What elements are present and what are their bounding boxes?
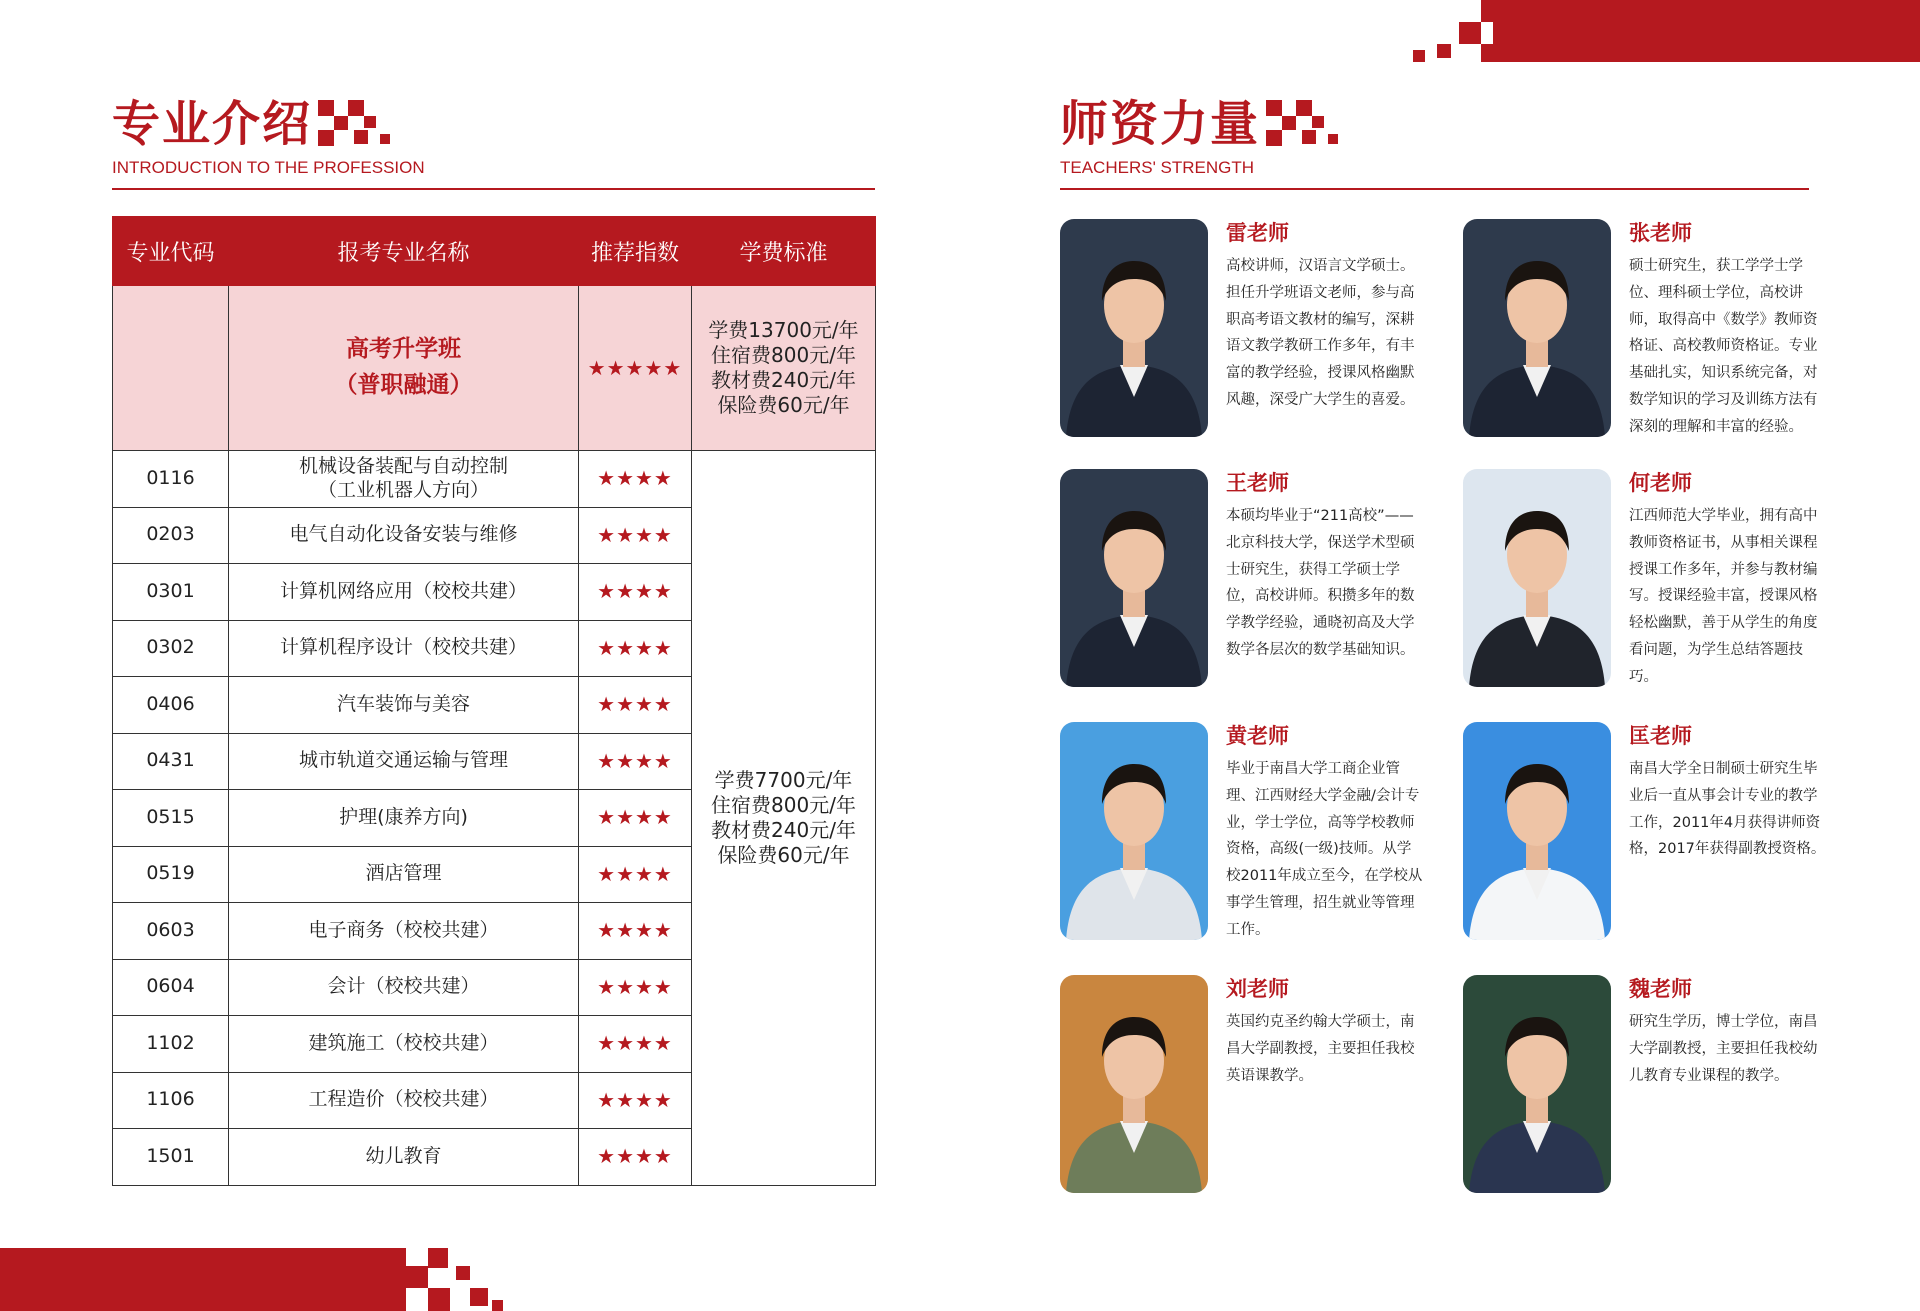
header-rating: 推荐指数 — [579, 217, 692, 286]
featured-name — [229, 286, 579, 451]
teacher-photo — [1463, 722, 1611, 940]
featured-code — [113, 286, 229, 451]
section-rule-right — [1060, 188, 1809, 190]
teacher-card — [1060, 469, 1440, 689]
major-stars: ★★★★ — [579, 507, 692, 564]
section-subtitle-profession: INTRODUCTION TO THE PROFESSION — [112, 158, 425, 177]
teacher-photo — [1060, 975, 1208, 1193]
portrait-silhouette-icon — [1060, 975, 1208, 1193]
major-name-line: 工程造价（校校共建） — [308, 1088, 499, 1111]
major-code: 1501 — [113, 1129, 229, 1186]
section-subtitle-teachers: TEACHERS' STRENGTH — [1060, 158, 1255, 177]
major-code: 0203 — [113, 507, 229, 564]
portrait-silhouette-icon — [1463, 722, 1611, 940]
major-code: 0301 — [113, 564, 229, 621]
major-stars: ★★★★ — [579, 620, 692, 677]
major-name — [229, 903, 579, 960]
teacher-name: 雷老师 — [1226, 221, 1289, 245]
major-name-line: 酒店管理 — [365, 862, 442, 885]
major-name-line2: （工业机器人方向） — [317, 478, 489, 501]
shared-fee-line: 教材费240元/年 — [711, 817, 856, 842]
major-name — [229, 677, 579, 734]
shared-fee-line: 住宿费800元/年 — [711, 792, 856, 817]
teacher-photo — [1060, 722, 1208, 940]
major-code: 0431 — [113, 733, 229, 790]
portrait-silhouette-icon — [1463, 469, 1611, 687]
teacher-description: 毕业于南昌大学工商企业管理、江西财经大学金融/会计专业，学士学位，高等学校教师资格，高级(一级)技师。从学校2011年成立至今，在学校从事学生管理，招生就业等管理工作。 — [1226, 761, 1423, 938]
major-code: 0515 — [113, 790, 229, 847]
header-code: 专业代码 — [113, 217, 229, 286]
major-name-line: 计算机网络应用（校校共建） — [279, 579, 527, 602]
top-right-pixel-deco — [1413, 0, 1503, 62]
teacher-name: 张老师 — [1629, 221, 1692, 245]
title-pixel-deco — [1266, 100, 1346, 146]
teacher-photo — [1060, 469, 1208, 687]
major-name — [229, 451, 579, 508]
teacher-card — [1463, 219, 1843, 439]
shared-fee — [692, 451, 876, 1186]
major-name — [229, 620, 579, 677]
major-name — [229, 1072, 579, 1129]
major-stars: ★★★★ — [579, 790, 692, 847]
teacher-name: 王老师 — [1226, 471, 1289, 495]
major-stars: ★★★★ — [579, 451, 692, 508]
major-stars: ★★★★ — [579, 677, 692, 734]
major-name — [229, 733, 579, 790]
teacher-name: 匡老师 — [1629, 724, 1692, 748]
featured-fee-line: 保险费60元/年 — [717, 393, 850, 417]
featured-name-line2: （普职融通） — [334, 372, 473, 398]
teacher-description: 英国约克圣约翰大学硕士，南昌大学副教授，主要担任我校英语课教学。 — [1226, 1014, 1415, 1084]
teacher-name: 何老师 — [1629, 471, 1692, 495]
teacher-photo — [1463, 219, 1611, 437]
major-name-line: 计算机程序设计（校校共建） — [279, 636, 527, 659]
featured-fee-line: 住宿费800元/年 — [711, 343, 856, 367]
major-name-line: 电子商务（校校共建） — [308, 918, 499, 941]
featured-fee — [692, 286, 876, 451]
teacher-name: 刘老师 — [1226, 977, 1289, 1001]
majors-table — [112, 216, 876, 1186]
teacher-description: 硕士研究生，获工学学士学位、理科硕士学位，高校讲师，取得高中《数学》教师资格证、高校教师资格证。专业基础扎实，知识系统完备，对数学知识的学习及训练方法有深刻的理解和丰富的经验。 — [1629, 258, 1818, 435]
portrait-silhouette-icon — [1060, 219, 1208, 437]
teacher-description: 江西师范大学毕业，拥有高中教师资格证书，从事相关课程授课工作多年，并参与教材编写。授课经验丰富，授课风格轻松幽默，善于从学生的角度看问题，为学生总结答题技巧。 — [1629, 508, 1818, 685]
section-title-profession: 专业介绍 — [112, 96, 313, 152]
teacher-card — [1463, 975, 1843, 1195]
major-name — [229, 790, 579, 847]
section-title-teachers: 师资力量 — [1060, 96, 1261, 152]
header-name: 报考专业名称 — [229, 217, 579, 286]
major-code: 0116 — [113, 451, 229, 508]
major-name-line: 机械设备装配与自动控制 — [298, 455, 508, 477]
teacher-description: 南昌大学全日制硕士研究生毕业后一直从事会计专业的教学工作，2011年4月获得讲师资格，2017年获得副教授资格。 — [1629, 761, 1826, 858]
teacher-card — [1463, 469, 1843, 689]
major-code: 0604 — [113, 959, 229, 1016]
major-code: 0519 — [113, 846, 229, 903]
teacher-description: 高校讲师，汉语言文学硕士。担任升学班语文老师，参与高职高考语文教材的编写，深耕语文教学教研工作多年，有丰富的教学经验，授课风格幽默风趣，深受广大学生的喜爱。 — [1226, 258, 1415, 408]
teacher-photo — [1463, 469, 1611, 687]
top-right-banner — [1493, 0, 1920, 62]
major-name — [229, 507, 579, 564]
table-row — [113, 451, 876, 508]
major-stars: ★★★★ — [579, 1072, 692, 1129]
header-fee: 学费标准 — [692, 217, 876, 286]
major-name — [229, 1016, 579, 1073]
featured-stars: ★★★★★ — [579, 286, 692, 451]
major-code: 1106 — [113, 1072, 229, 1129]
featured-fee-line: 教材费240元/年 — [711, 368, 856, 392]
major-name-line: 汽车装饰与美容 — [336, 692, 470, 715]
major-code: 1102 — [113, 1016, 229, 1073]
bottom-left-pixel-deco — [406, 1248, 506, 1311]
portrait-silhouette-icon — [1463, 975, 1611, 1193]
teacher-card — [1060, 975, 1440, 1195]
teacher-card — [1463, 722, 1843, 942]
major-name-line: 城市轨道交通运输与管理 — [298, 749, 508, 772]
featured-name-line1: 高考升学班 — [346, 336, 461, 363]
shared-fee-line: 学费7700元/年 — [714, 767, 853, 792]
table-header-row — [113, 217, 876, 286]
title-pixel-deco — [318, 100, 398, 146]
portrait-silhouette-icon — [1060, 722, 1208, 940]
major-name — [229, 564, 579, 621]
major-name — [229, 959, 579, 1016]
major-code: 0406 — [113, 677, 229, 734]
major-stars: ★★★★ — [579, 1016, 692, 1073]
teacher-photo — [1463, 975, 1611, 1193]
featured-row — [113, 286, 876, 451]
teacher-card — [1060, 722, 1440, 942]
major-stars: ★★★★ — [579, 733, 692, 790]
major-stars: ★★★★ — [579, 846, 692, 903]
portrait-silhouette-icon — [1060, 469, 1208, 687]
major-stars: ★★★★ — [579, 959, 692, 1016]
teacher-description: 本硕均毕业于“211高校”——北京科技大学，保送学术型硕士研究生，获得工学硕士学位，高校讲师。积攒多年的数学教学经验，通晓初高及大学数学各层次的数学基础知识。 — [1226, 508, 1415, 658]
major-name-line: 建筑施工（校校共建） — [308, 1031, 499, 1054]
major-code: 0302 — [113, 620, 229, 677]
major-stars: ★★★★ — [579, 903, 692, 960]
major-name-line: 护理(康养方向) — [339, 805, 468, 828]
shared-fee-line: 保险费60元/年 — [717, 842, 850, 867]
portrait-silhouette-icon — [1463, 219, 1611, 437]
featured-fee-line: 学费13700元/年 — [708, 318, 859, 342]
teacher-photo — [1060, 219, 1208, 437]
teacher-description: 研究生学历，博士学位，南昌大学副教授，主要担任我校幼儿教育专业课程的教学。 — [1629, 1014, 1818, 1084]
major-name-line: 电气自动化设备安装与维修 — [289, 523, 518, 546]
major-name-line: 会计（校校共建） — [327, 975, 480, 998]
teacher-name: 魏老师 — [1629, 977, 1692, 1001]
teacher-name: 黄老师 — [1226, 724, 1289, 748]
major-name-line: 幼儿教育 — [365, 1144, 442, 1167]
major-name — [229, 1129, 579, 1186]
bottom-left-banner — [0, 1248, 406, 1311]
major-stars: ★★★★ — [579, 1129, 692, 1186]
teacher-card — [1060, 219, 1440, 439]
section-rule-left — [112, 188, 875, 190]
major-name — [229, 846, 579, 903]
major-stars: ★★★★ — [579, 564, 692, 621]
major-code: 0603 — [113, 903, 229, 960]
